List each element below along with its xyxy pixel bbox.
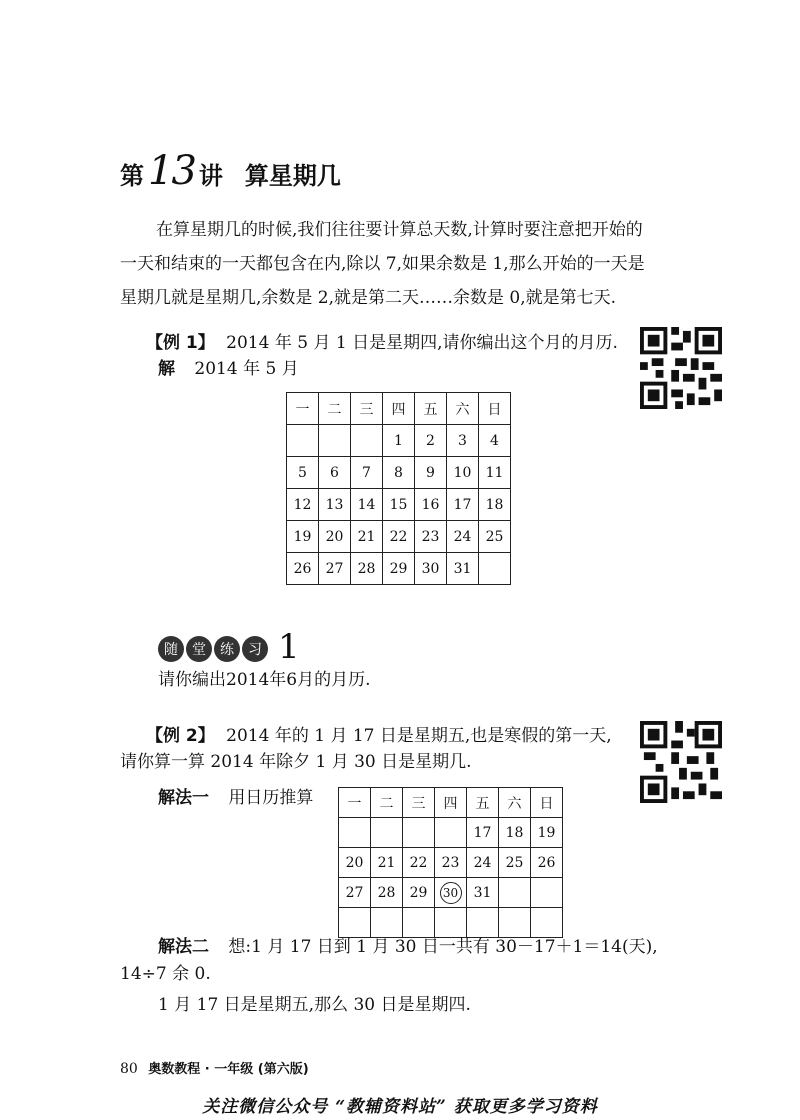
day-cell: 23 (435, 848, 467, 878)
method2-text-1: 想:1 月 17 日到 1 月 30 日一共有 30－17＋1＝14(天), (228, 937, 658, 957)
day-cell: 17 (467, 818, 499, 848)
day-cell: 14 (351, 489, 383, 521)
day-cell: 23 (415, 521, 447, 553)
weekday-header: 一 (287, 393, 319, 425)
day-cell: 7 (351, 457, 383, 489)
day-cell: 4 (479, 425, 511, 457)
example1-label: 【例 1】 (146, 333, 215, 353)
day-cell: 1 (383, 425, 415, 457)
day-cell: 22 (383, 521, 415, 553)
day-cell: 3 (447, 425, 479, 457)
day-cell (531, 878, 563, 908)
intro-line-2: 一天和结束的一天都包含在内,除以 7,如果余数是 1,那么开始的一天是 (120, 254, 645, 274)
day-cell (435, 818, 467, 848)
practice-char: 随 (158, 636, 184, 662)
weekday-header: 六 (499, 788, 531, 818)
practice-char: 堂 (186, 636, 212, 662)
method2-label: 解法二 (158, 937, 209, 957)
calendar-header-row (287, 393, 511, 425)
practice-heading (158, 627, 300, 667)
practice-char: 习 (242, 636, 268, 662)
weekday-header: 三 (403, 788, 435, 818)
method1 (158, 781, 313, 815)
practice-char: 练 (214, 636, 240, 662)
day-cell: 10 (447, 457, 479, 489)
day-cell: 11 (479, 457, 511, 489)
day-cell (351, 425, 383, 457)
example1-text: 2014 年 5 月 1 日是星期四,请你编出这个月的月历. (226, 333, 618, 353)
day-cell: 31 (447, 553, 479, 585)
practice-question: 请你编出2014年6月的月历. (158, 670, 371, 690)
day-cell: 25 (499, 848, 531, 878)
day-cell: 8 (383, 457, 415, 489)
intro-line-3: 星期几就是星期几,余数是 2,就是第二天……余数是 0,就是第七天. (120, 288, 617, 308)
calendar-week-row (339, 878, 563, 908)
day-cell (479, 553, 511, 585)
title-suffix: 讲 (198, 162, 223, 190)
day-cell: 18 (499, 818, 531, 848)
title-prefix: 第 (120, 162, 144, 190)
weekday-header: 五 (415, 393, 447, 425)
calendar-jan-2014 (338, 787, 563, 938)
weekday-header: 五 (467, 788, 499, 818)
weekday-header: 二 (319, 393, 351, 425)
weekday-header: 日 (479, 393, 511, 425)
qr-code-icon (640, 327, 722, 409)
book-title: 奥数教程 · 一年级 (第六版) (148, 1062, 309, 1077)
calendar-week-row (287, 489, 511, 521)
method1-label: 解法一 (158, 788, 209, 808)
day-cell: 25 (479, 521, 511, 553)
day-cell: 21 (351, 521, 383, 553)
conclusion: 1 月 17 日是星期五,那么 30 日是星期四. (158, 995, 471, 1015)
day-cell: 27 (339, 878, 371, 908)
solution-label: 解 (158, 359, 175, 379)
lecture-title (120, 148, 341, 194)
example2-label: 【例 2】 (146, 726, 215, 746)
method2 (158, 930, 658, 964)
calendar-may-2014 (286, 392, 511, 585)
day-cell: 29 (403, 878, 435, 908)
intro-line-1: 在算星期几的时候,我们往往要计算总天数,计算时要注意把开始的 (156, 220, 643, 240)
page-number: 80 (120, 1061, 138, 1077)
day-cell: 21 (371, 848, 403, 878)
calendar-header-row (339, 788, 563, 818)
day-cell: 12 (287, 489, 319, 521)
practice-number: 1 (278, 627, 300, 667)
day-cell: 19 (531, 818, 563, 848)
weekday-header: 日 (531, 788, 563, 818)
day-cell (339, 818, 371, 848)
calendar-week-row (287, 521, 511, 553)
day-cell (499, 878, 531, 908)
day-cell: 9 (415, 457, 447, 489)
solution-text: 2014 年 5 月 (194, 359, 299, 379)
calendar-week-row (287, 425, 511, 457)
day-cell: 24 (467, 848, 499, 878)
day-cell: 20 (339, 848, 371, 878)
day-cell: 18 (479, 489, 511, 521)
example2-text-1: 2014 年的 1 月 17 日是星期五,也是寒假的第一天, (226, 726, 612, 746)
day-cell: 16 (415, 489, 447, 521)
day-cell: 26 (531, 848, 563, 878)
weekday-header: 一 (339, 788, 371, 818)
weekday-header: 四 (435, 788, 467, 818)
day-cell: 29 (383, 553, 415, 585)
calendar-week-row (339, 848, 563, 878)
page-footer (120, 1058, 309, 1077)
method2-text-2: 14÷7 余 0. (120, 964, 211, 984)
day-cell (319, 425, 351, 457)
day-cell: 26 (287, 553, 319, 585)
day-cell: 31 (467, 878, 499, 908)
qr-code-icon (640, 721, 722, 803)
day-cell: 6 (319, 457, 351, 489)
day-cell: 19 (287, 521, 319, 553)
day-cell: 27 (319, 553, 351, 585)
example1-solution (158, 352, 299, 386)
day-cell (371, 818, 403, 848)
calendar-week-row (287, 553, 511, 585)
day-cell: 28 (371, 878, 403, 908)
method1-text: 用日历推算 (228, 788, 314, 808)
weekday-header: 三 (351, 393, 383, 425)
title-text: 算星期几 (244, 162, 341, 190)
day-cell: 22 (403, 848, 435, 878)
weekday-header: 六 (447, 393, 479, 425)
watermark: 关注微信公众号 “教辅资料站” 获取更多学习资料 (202, 1097, 598, 1117)
title-number: 13 (148, 148, 195, 194)
day-cell: 20 (319, 521, 351, 553)
day-cell: 2 (415, 425, 447, 457)
weekday-header: 二 (371, 788, 403, 818)
circled-date: 30 (440, 882, 462, 904)
day-cell (403, 818, 435, 848)
day-cell: 28 (351, 553, 383, 585)
day-cell: 24 (447, 521, 479, 553)
day-cell: 5 (287, 457, 319, 489)
day-cell: 17 (447, 489, 479, 521)
weekday-header: 四 (383, 393, 415, 425)
day-cell (287, 425, 319, 457)
day-cell: 13 (319, 489, 351, 521)
day-cell: 30 (415, 553, 447, 585)
day-cell-circled (435, 878, 467, 908)
example2-line-2: 请你算一算 2014 年除夕 1 月 30 日是星期几. (120, 752, 472, 772)
day-cell: 15 (383, 489, 415, 521)
calendar-week-row (339, 818, 563, 848)
calendar-week-row (287, 457, 511, 489)
